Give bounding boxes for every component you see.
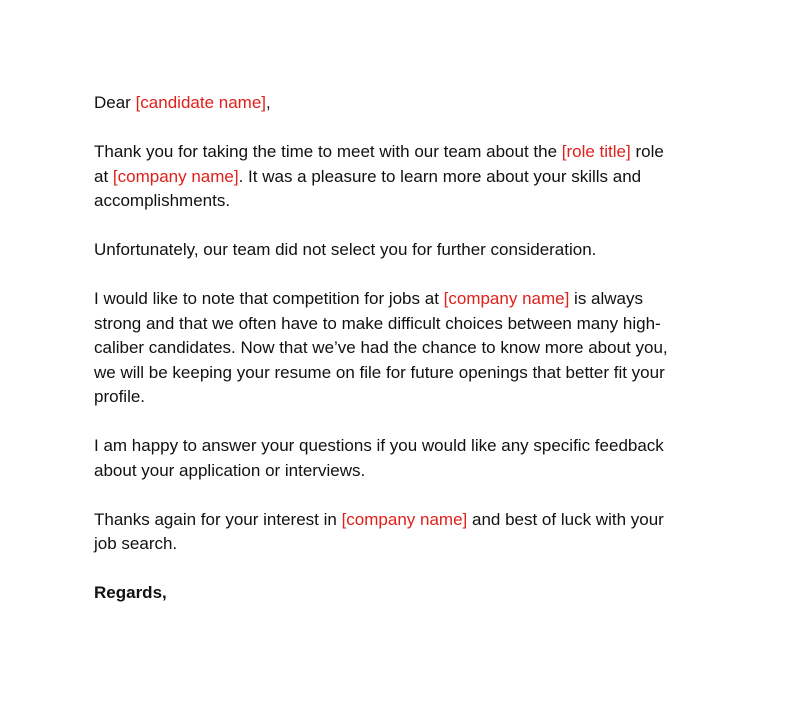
letter-body [94, 91, 734, 606]
greeting-suffix: , [266, 93, 271, 112]
para4-text: I am happy to answer your questions if you would like any specific feedback about your application or interviews. [94, 436, 664, 480]
para2-text: Unfortunately, our team did not select you for further consideration. [94, 240, 597, 259]
paragraph-feedback [94, 434, 734, 483]
para5-text-b: and best of luck with your job search. [94, 509, 664, 553]
placeholder-role-title: [role title] [561, 142, 631, 161]
para3-text-b: is always strong and that we often have to make difficult choices between many high- caliber candidates. Now that we’ve had the chance to know more about you, we will be keeping your resume on file for future openings that better fit your profile. [94, 289, 668, 406]
para1-text-b: role at [94, 142, 664, 186]
para1-text-a: Thank you for taking the time to meet with our team about the [94, 142, 562, 161]
placeholder-company-name: [company name] [341, 509, 468, 529]
paragraph-decision [94, 238, 734, 263]
paragraph-competition [94, 287, 734, 410]
para1-text-c: . It was a pleasure to learn more about your skills and accomplishments. [94, 166, 642, 210]
para5-text-a: Thanks again for your interest in [94, 509, 342, 529]
placeholder-company-name: [company name] [443, 289, 570, 308]
greeting [94, 91, 734, 116]
placeholder-candidate-name: [candidate name] [135, 93, 266, 112]
para3-text-a: I would like to note that competition for jobs at [94, 289, 444, 308]
paragraph-thank-you [94, 140, 734, 214]
greeting-prefix: Dear [94, 93, 136, 112]
closing-regards: Regards, [94, 583, 167, 602]
paragraph-thanks [94, 508, 734, 557]
placeholder-company-name: [company name] [112, 166, 239, 186]
